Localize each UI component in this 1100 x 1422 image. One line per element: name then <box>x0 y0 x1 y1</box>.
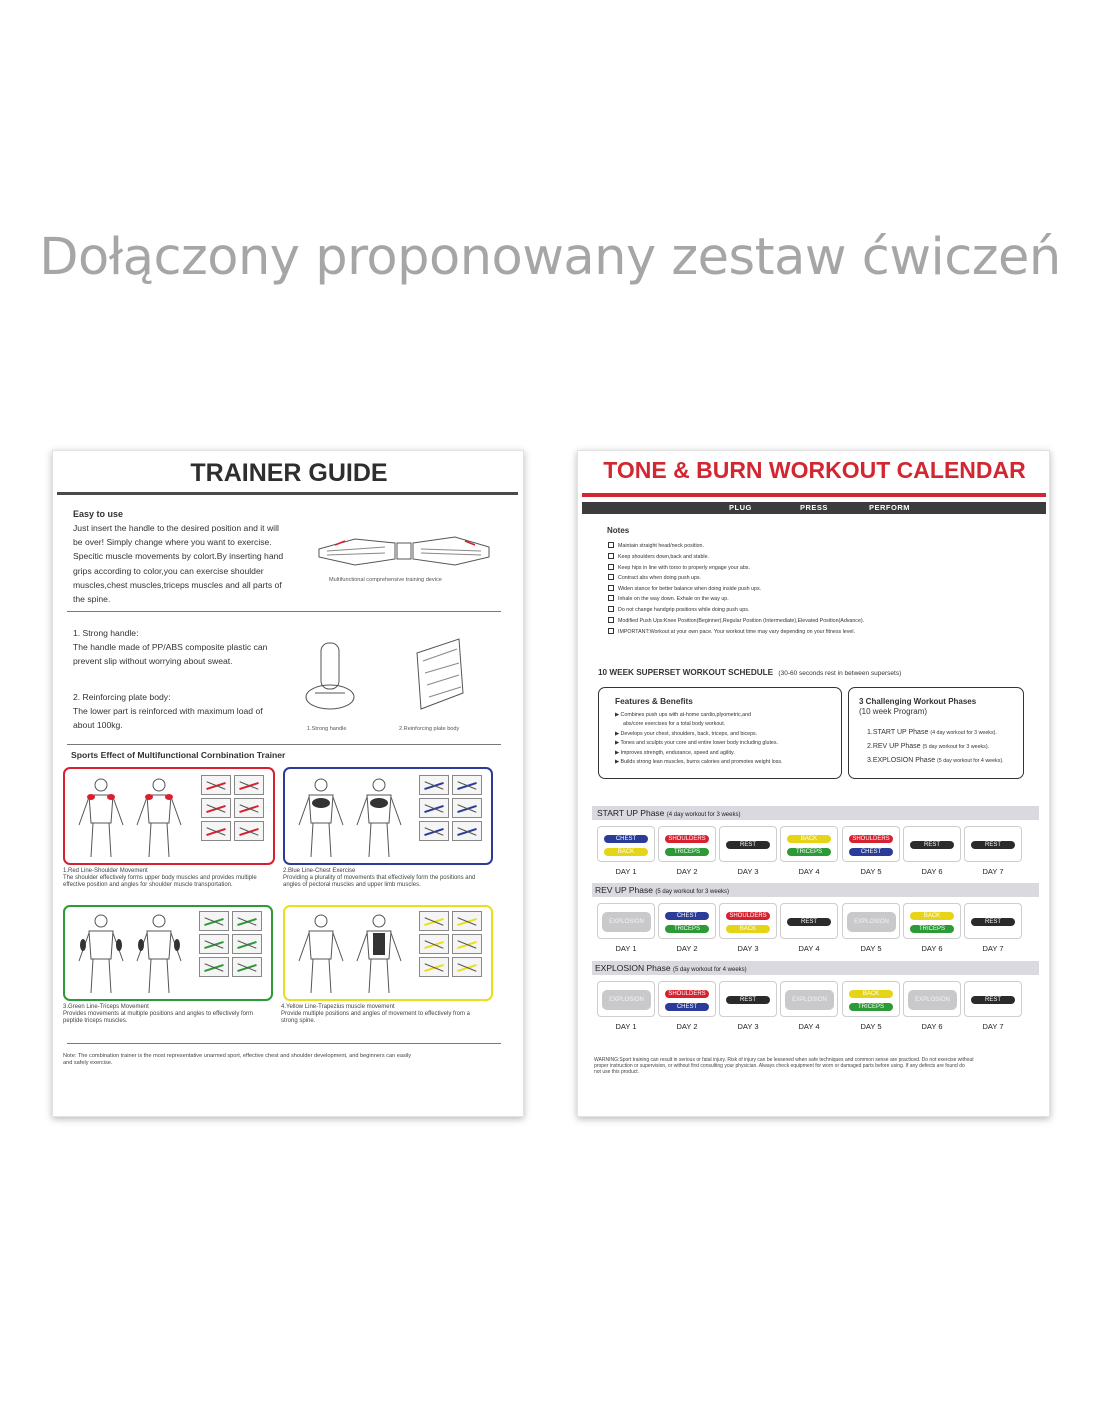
day-label: DAY 1 <box>615 944 637 953</box>
workout-pill: REST <box>971 996 1015 1004</box>
note-item: Modified Push Ups:Knee Position(Beginner),Regular Position (Intermediate),Elevated Position(Advance). <box>608 617 864 624</box>
workout-pill: SHOULDERS <box>665 835 709 843</box>
day-card <box>719 981 777 1017</box>
day-card <box>658 826 716 862</box>
day-card <box>903 903 961 939</box>
day-label: DAY 7 <box>982 1022 1004 1031</box>
workout-pill: BACK <box>849 990 893 998</box>
blue-line-description: 2.Blue Line-Chest Exercise Providing a plurality of movements that effectively form the positions and angles of pectoral muscles and upper limb muscles. <box>283 868 476 888</box>
note-item: Keep shoulders down,back and stable. <box>608 553 709 560</box>
workout-pill: REST <box>971 918 1015 926</box>
section-divider <box>67 744 501 745</box>
day-label: DAY 5 <box>860 944 882 953</box>
trainer-note: Note: The combination trainer is the most representative unarmed sport, effective chest and shoulder development, and beginners can easily and safely exercise. <box>63 1053 412 1066</box>
strong-handle-illustration <box>303 637 363 719</box>
note-item: Do not change handgrip positions while doing push ups. <box>608 606 749 613</box>
day-card <box>903 981 961 1017</box>
checkbox-icon <box>608 606 614 612</box>
day-label: DAY 2 <box>676 867 698 876</box>
blue-grip-positions <box>419 775 482 841</box>
workout-pill: REST <box>971 841 1015 849</box>
day-label: DAY 6 <box>921 867 943 876</box>
workout-pill: CHEST <box>665 1003 709 1011</box>
workout-pill: REST <box>910 841 954 849</box>
day-label: DAY 3 <box>737 867 759 876</box>
muscle-figures-illustration <box>293 775 413 861</box>
day-label: DAY 6 <box>921 1022 943 1031</box>
day-label: DAY 3 <box>737 944 759 953</box>
workout-pill: EXPLOSION <box>785 990 834 1010</box>
day-card <box>597 903 655 939</box>
workout-phases-list: 1.START UP Phase (4 day workout for 3 weeks). 2.REV UP Phase (5 day workout for 3 weeks). 3.EXPLOSION Phase (5 day workout for 4 weeks). <box>867 729 1004 764</box>
checkbox-icon <box>608 553 614 559</box>
easy-to-use-text: Just insert the handle to the desired position and it will be over! Simply change where you want to exercise. Specitic muscle movements by colort.By inserting hand grips according to color,you can exercise shoulder muscles,chest muscles,triceps muscles and all parts of the spine. <box>73 523 284 605</box>
workout-pill: TRICEPS <box>910 925 954 933</box>
day-card <box>842 903 900 939</box>
day-card <box>658 981 716 1017</box>
day-card <box>719 903 777 939</box>
section-divider <box>67 611 501 612</box>
training-device-illustration <box>315 529 493 571</box>
day-card <box>658 903 716 939</box>
workout-pill: CHEST <box>665 912 709 920</box>
day-label: DAY 6 <box>921 944 943 953</box>
workout-pill: TRICEPS <box>849 1003 893 1011</box>
workout-pill: REST <box>726 996 770 1004</box>
day-label: DAY 7 <box>982 944 1004 953</box>
workout-pill: CHEST <box>849 848 893 856</box>
day-card <box>964 826 1022 862</box>
schedule-heading: 10 WEEK SUPERSET WORKOUT SCHEDULE (30-60 seconds rest in between supersets) <box>598 668 902 677</box>
yellow-grip-positions <box>419 911 482 977</box>
muscle-figures-illustration <box>73 911 193 997</box>
sports-effect-heading: Sports Effect of Multifunctional Cornbination Trainer <box>71 750 286 760</box>
day-label: DAY 5 <box>860 867 882 876</box>
note-item: Maintain straight head/neck position. <box>608 542 704 549</box>
calendar-title: TONE & BURN WORKOUT CALENDAR <box>603 457 1026 483</box>
workout-pill: EXPLOSION <box>908 990 957 1010</box>
checkbox-icon <box>608 617 614 623</box>
day-card <box>964 903 1022 939</box>
workout-pill: BACK <box>787 835 831 843</box>
reinforcing-plate-caption: 2.Reinforcing plate body <box>399 726 460 732</box>
slogan-plug: PLUG <box>729 503 752 512</box>
device-caption: Multifunctional comprehensive training device <box>329 577 442 583</box>
day-card <box>597 826 655 862</box>
workout-pill: TRICEPS <box>787 848 831 856</box>
easy-to-use-heading: Easy to use <box>73 509 124 519</box>
section-divider <box>67 1043 501 1044</box>
day-label: DAY 2 <box>676 944 698 953</box>
checkbox-icon <box>608 628 614 634</box>
checkbox-icon <box>608 585 614 591</box>
workout-pill: SHOULDERS <box>665 990 709 998</box>
note-item: Contract abs when doing push ups. <box>608 574 701 581</box>
day-card <box>903 826 961 862</box>
day-label: DAY 4 <box>798 1022 820 1031</box>
yellow-line-description: 4.Yellow Line-Trapezius muscle movement Provide multiple positions and angles of movement to effectively from a strong spine. <box>281 1004 470 1024</box>
workout-pill: CHEST <box>604 835 648 843</box>
day-label: DAY 7 <box>982 867 1004 876</box>
workout-pill: BACK <box>604 848 648 856</box>
workout-calendar-sheet <box>577 450 1050 1117</box>
notes-heading: Notes <box>607 526 630 535</box>
checkbox-icon <box>608 595 614 601</box>
day-card <box>842 826 900 862</box>
features-list: ▶ Combines push ups with at-home cardio,plyometric,and abs/core exercises for a total body workout. ▶ Develops your chest, shoulders, back, triceps, and biceps. ▶ Tones and sculpts your core and entire lower body including glutes. ▶ Improves strength, endurance, speed and agility. ▶ Builds strong lean muscles, burns calories and promotes weight loss. <box>615 712 783 766</box>
muscle-figures-illustration <box>293 911 413 997</box>
green-line-panel <box>63 905 273 1001</box>
day-card <box>719 826 777 862</box>
explosion-phase-title: EXPLOSION Phase (5 day workout for 4 weeks) <box>595 963 747 973</box>
trainer-guide-sheet <box>52 450 524 1117</box>
title-divider <box>582 493 1046 497</box>
trainer-guide-title: TRAINER GUIDE <box>190 459 388 487</box>
slogan-press: PRESS <box>800 503 828 512</box>
workout-phases-box <box>848 687 1024 779</box>
day-label: DAY 2 <box>676 1022 698 1031</box>
day-label: DAY 1 <box>615 1022 637 1031</box>
muscle-figures-illustration <box>73 775 193 861</box>
note-item: Keep hips in line with torso to properly engage your abs. <box>608 564 750 571</box>
day-label: DAY 3 <box>737 1022 759 1031</box>
page-headline: Dołączony proponowany zestaw ćwiczeń <box>39 228 1061 287</box>
green-grip-positions <box>199 911 262 977</box>
note-item: Widen stance for better balance when doing inside push ups. <box>608 585 761 592</box>
day-label: DAY 4 <box>798 944 820 953</box>
red-grip-positions <box>201 775 264 841</box>
workout-pill: REST <box>787 918 831 926</box>
workout-pill: TRICEPS <box>665 848 709 856</box>
strong-handle-section: 1. Strong handle: The handle made of PP/ABS composite plastic can prevent slip without worrying about sweat. <box>73 628 268 667</box>
title-divider <box>57 492 518 495</box>
reinforcing-plate-illustration <box>409 633 473 719</box>
workout-pill: TRICEPS <box>665 925 709 933</box>
workout-phases-heading: 3 Challenging Workout Phases (10 week Program) <box>859 697 977 716</box>
day-card <box>780 903 838 939</box>
features-box <box>598 687 842 779</box>
checkbox-icon <box>608 564 614 570</box>
day-card <box>964 981 1022 1017</box>
start-up-phase-title: START UP Phase (4 day workout for 3 weeks) <box>597 808 741 818</box>
workout-pill: EXPLOSION <box>602 912 651 932</box>
day-card <box>780 826 838 862</box>
reinforcing-plate-section: 2. Reinforcing plate body: The lower part is reinforced with maximum load of about 100kg. <box>73 692 263 731</box>
day-card <box>842 981 900 1017</box>
safety-warning: WARNING:Sport training can result in serious or fatal injury. Risk of injury can be lessened when safe techniques and common sense are practiced. Do not exercise without proper instruction or supervision, or without first consulting your physician. Always check equipment for worn or damaged parts before using. If any defects are found do not use this product. <box>594 1057 974 1075</box>
yellow-line-panel <box>283 905 493 1001</box>
workout-pill: EXPLOSION <box>847 912 896 932</box>
green-line-description: 3.Green Line-Triceps Movement Provides movements at multiple positions and angles to effectively form peptide triceps muscles. <box>63 1004 253 1024</box>
workout-pill: EXPLOSION <box>602 990 651 1010</box>
red-line-panel <box>63 767 275 865</box>
day-card <box>780 981 838 1017</box>
strong-handle-caption: 1.Strong handle <box>307 726 347 732</box>
workout-pill: SHOULDERS <box>849 835 893 843</box>
red-line-description: 1.Red Line-Shoulder Movement The shoulder effectively forms upper body muscles and provides multiple effective position and angles for shoulder muscle transportation. <box>63 868 257 888</box>
checkbox-icon <box>608 574 614 580</box>
day-label: DAY 5 <box>860 1022 882 1031</box>
workout-pill: BACK <box>726 925 770 933</box>
features-heading: Features & Benefits <box>615 696 693 706</box>
note-item: Inhale on the way down. Exhale on the way up. <box>608 595 729 602</box>
workout-pill: BACK <box>910 912 954 920</box>
slogan-perform: PERFORM <box>869 503 910 512</box>
day-card <box>597 981 655 1017</box>
note-item: IMPORTANT:Workout at your own pace. Your workout time may vary depending on your fitness level. <box>608 628 855 635</box>
workout-pill: SHOULDERS <box>726 912 770 920</box>
checkbox-icon <box>608 542 614 548</box>
rev-up-phase-title: REV UP Phase (5 day workout for 3 weeks) <box>595 885 730 895</box>
workout-pill: REST <box>726 841 770 849</box>
day-label: DAY 4 <box>798 867 820 876</box>
blue-line-panel <box>283 767 493 865</box>
day-label: DAY 1 <box>615 867 637 876</box>
